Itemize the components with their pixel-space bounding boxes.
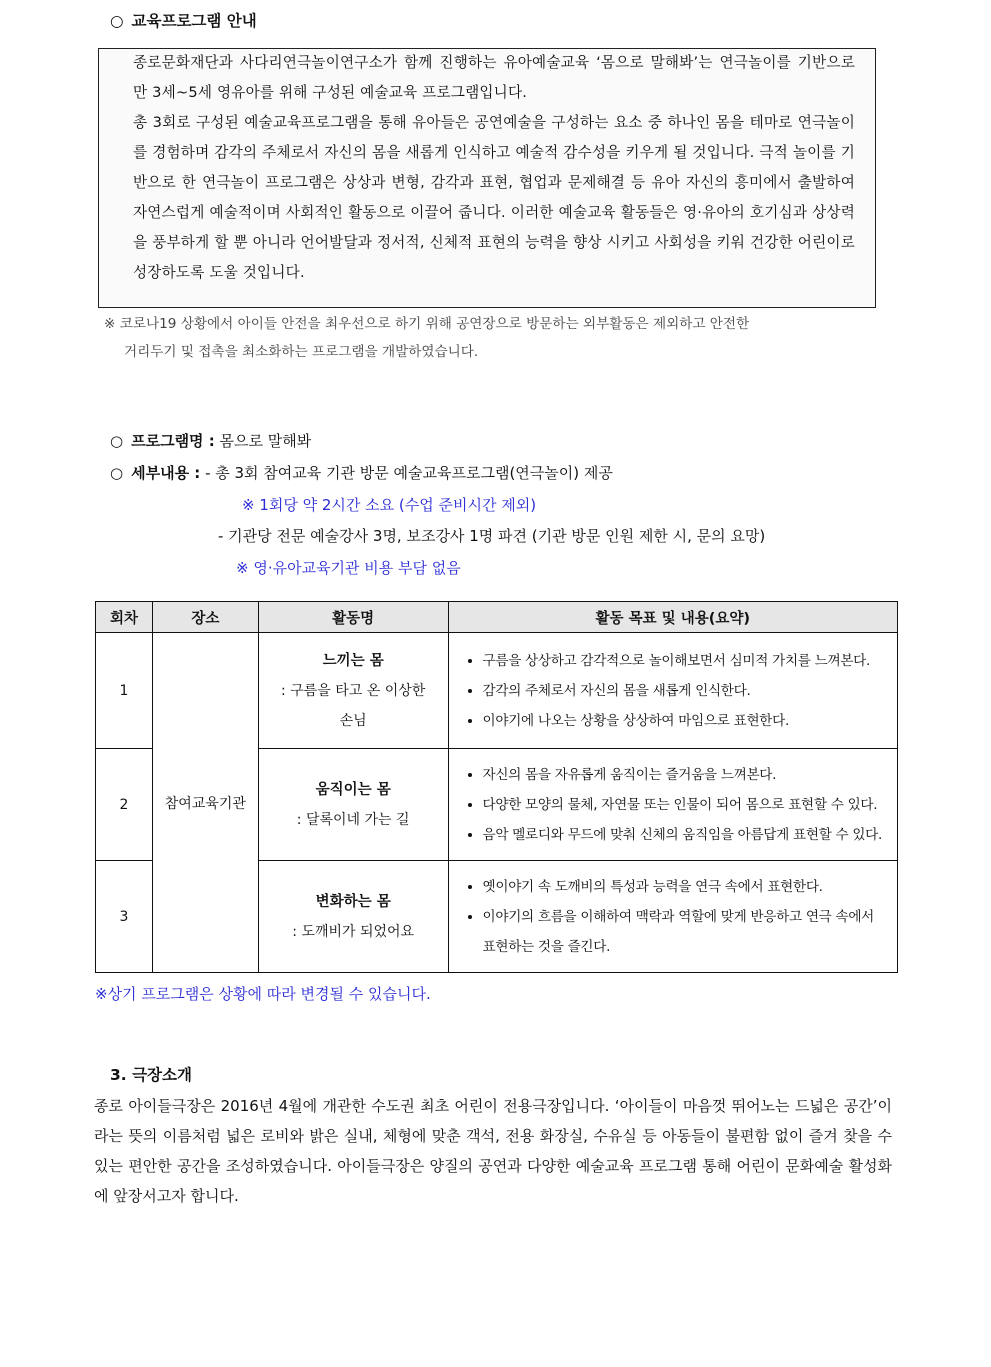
goal-item: • 음악 멜로디와 무드에 맞춰 신체의 움직임을 아름답게 표현할 수 있다. <box>483 820 889 850</box>
session-number: 1 <box>96 633 153 749</box>
goal-item: • 자신의 몸을 자유롭게 움직이는 즐거움을 느껴본다. <box>483 760 889 790</box>
activity-title: 움직이는 몸 <box>315 781 391 798</box>
activity-subtitle: : 달록이네 가는 길 <box>296 811 410 828</box>
goal-item: • 다양한 모양의 물체, 자연물 또는 인물이 되어 몸으로 표현할 수 있다. <box>483 790 889 820</box>
activity-title: 변화하는 몸 <box>315 893 391 910</box>
activity-subtitle-cont: 손님 <box>339 712 367 729</box>
goal-item: • 이야기에 나오는 상황을 상상하여 마임으로 표현한다. <box>483 706 889 736</box>
program-name-value: 몸으로 말해봐 <box>219 432 312 450</box>
activity-cell <box>258 749 448 861</box>
table-footnote: ※상기 프로그램은 상황에 따라 변경될 수 있습니다. <box>95 985 431 1003</box>
activity-cell <box>258 633 448 749</box>
program-detail-line2: - 기관당 전문 예술강사 3명, 보조강사 1명 파견 (기관 방문 인원 제한 시, 문의 요망) <box>218 527 766 545</box>
program-detail-label: 세부내용 : <box>131 464 201 482</box>
program-detail-line1: - 총 3회 참여교육 기관 방문 예술교육프로그램(연극놀이) 제공 <box>205 464 613 482</box>
covid-note-line2: 거리두기 및 접촉을 최소화하는 프로그램을 개발하였습니다. <box>124 344 479 360</box>
header-goals: 활동 목표 및 내용(요약) <box>448 602 897 633</box>
covid-note-line1: ※ 코로나19 상황에서 아이들 안전을 최우선으로 하기 위해 공연장으로 방문하는 외부활동은 제외하고 안전한 <box>104 316 750 332</box>
table-row <box>96 633 898 749</box>
intro-paragraph-1: 종로문화재단과 사다리연극놀이연구소가 함께 진행하는 유아예술교육 ‘몸으로 말해봐’는 연극놀이를 기반으로 만 3세~5세 영유아를 위해 구성된 예술교육 프로그램입니다. <box>133 54 855 101</box>
circle-bullet-icon: ○ <box>110 464 124 482</box>
activity-subtitle: : 구름을 타고 온 이상한 <box>281 682 426 699</box>
header-place: 장소 <box>152 602 258 633</box>
intro-paragraph-2: 총 3회로 구성된 예술교육프로그램을 통해 유아들은 공연예술을 구성하는 요소 중 하나인 몸을 테마로 연극놀이를 경험하며 감각의 주체로서 자신의 몸을 새롭게 인식하고 예술적 감수성을 키우게 될 것입니다. 극적 놀이를 기반으로 한 연극놀이 프로그램은 상상과 변형, 감각과 표현, 협업과 문제해결 등 유아 자신의 흥미에서 출발하여 자연스럽게 예술적이며 사회적인 활동으로 이끌어 줍니다. 이러한 예술교육 활동들은 영·유아의 호기심과 상상력을 풍부하게 할 뿐 아니라 언어발달과 정서적, 신체적 표현의 능력을 향상 시키고 사회성을 키워 건강한 어린이로 성장하도록 도울 것입니다. <box>133 114 855 281</box>
activity-title: 느끼는 몸 <box>322 652 384 669</box>
intro-text <box>133 48 855 288</box>
program-table <box>95 601 898 973</box>
program-detail-row <box>110 462 613 483</box>
theater-heading: 3. 극장소개 <box>110 1066 192 1084</box>
place-cell: 참여교육기관 <box>152 633 258 973</box>
program-name-row <box>110 430 311 451</box>
goal-item: • 옛이야기 속 도깨비의 특성과 능력을 연극 속에서 표현한다. <box>483 872 889 902</box>
table-header-row <box>96 602 898 633</box>
program-name-label: 프로그램명 : <box>131 432 215 450</box>
goal-item: • 이야기의 흐름을 이해하여 맥락과 역할에 맞게 반응하고 연극 속에서 표현하는 것을 즐긴다. <box>483 902 889 962</box>
goals-cell <box>448 749 897 861</box>
session-number: 3 <box>96 861 153 973</box>
header-activity: 활동명 <box>258 602 448 633</box>
circle-bullet-icon: ○ <box>110 432 124 450</box>
intro-heading: ○ 교육프로그램 안내 <box>110 12 257 30</box>
goals-cell <box>448 861 897 973</box>
activity-cell <box>258 861 448 973</box>
goal-item: • 구름을 상상하고 감각적으로 놀이해보면서 심미적 가치를 느껴본다. <box>483 646 889 676</box>
circle-bullet-icon: ○ <box>110 12 124 30</box>
goals-cell <box>448 633 897 749</box>
activity-subtitle: : 도깨비가 되었어요 <box>292 923 415 940</box>
session-number: 2 <box>96 749 153 861</box>
header-session: 회차 <box>96 602 153 633</box>
program-detail-note2: ※ 영·유아교육기관 비용 부담 없음 <box>236 559 461 577</box>
program-detail-note1: ※ 1회당 약 2시간 소요 (수업 준비시간 제외) <box>242 496 537 514</box>
goal-item: • 감각의 주체로서 자신의 몸을 새롭게 인식한다. <box>483 676 889 706</box>
theater-body: 종로 아이들극장은 2016년 4월에 개관한 수도권 최초 어린이 전용극장입니다. ‘아이들이 마음껏 뛰어노는 드넓은 공간’이라는 뜻의 이름처럼 넓은 로비와 밝은 실내, 체형에 맞춘 객석, 전용 화장실, 수유실 등 아동들이 불편함 없이 즐겨 찾을 수 있는 편안한 공간을 조성하였습니다. 아이들극장은 양질의 공연과 다양한 예술교육 프로그램 통해 어린이 문화예술 활성화에 앞장서고자 합니다. <box>94 1097 892 1205</box>
